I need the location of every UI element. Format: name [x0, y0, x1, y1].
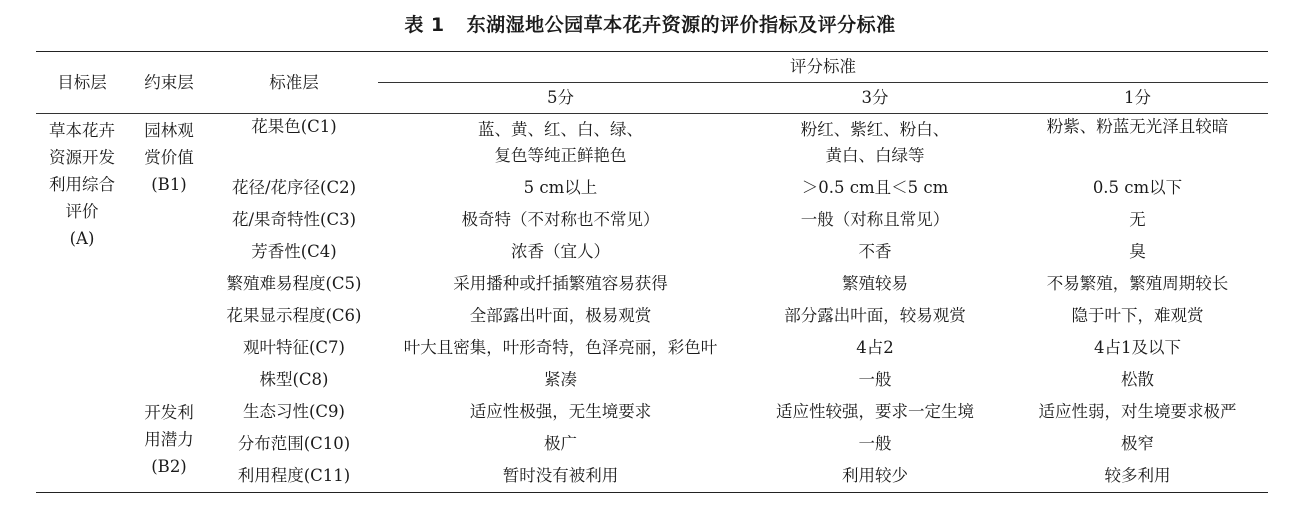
table-row	[36, 172, 1268, 204]
table-row	[36, 332, 1268, 364]
score-1-cell: 粉紫、粉蓝无光泽且较暗	[1046, 117, 1229, 136]
goal-cell: 草本花卉 资源开发 利用综合 评价 (A)	[49, 121, 115, 248]
criterion-cell: 花果显示程度(C6)	[226, 306, 362, 325]
score-5-cell: 叶大且密集，叶形奇特，色泽亮丽，彩色叶	[403, 338, 718, 357]
score-1-cell: 隐于叶下，难观赏	[1071, 306, 1204, 325]
score-5-cell: 蓝、黄、红、白、绿、 复色等纯正鲜艳色	[478, 120, 643, 165]
criterion-cell: 花径/花序径(C2)	[231, 178, 357, 197]
header-goal-layer: 目标层	[36, 52, 128, 114]
score-1-cell: 不易繁殖，繁殖周期较长	[1046, 274, 1229, 293]
table-row	[36, 460, 1268, 493]
score-1-cell: 无	[1129, 210, 1146, 229]
criterion-cell: 株型(C8)	[259, 370, 329, 389]
score-3-cell: 一般	[858, 370, 892, 389]
score-5-cell: 全部露出叶面，极易观赏	[469, 306, 652, 325]
table-row	[36, 300, 1268, 332]
score-3-cell: ＞0.5 cm且＜5 cm	[801, 178, 949, 197]
header-score-1: 1分	[1007, 83, 1268, 114]
score-3-cell: 适应性较强，要求一定生境	[776, 402, 974, 421]
score-3-cell: 部分露出叶面，较易观赏	[784, 306, 966, 325]
table-row	[36, 428, 1268, 460]
header-score-3: 3分	[743, 83, 1007, 114]
header-criterion-layer: 标准层	[210, 52, 378, 114]
score-3-cell: 粉红、紫红、粉白、 黄白、白绿等	[800, 120, 950, 165]
score-5-cell: 采用播种或扦插繁殖容易获得	[453, 274, 668, 293]
criterion-cell: 分布范围(C10)	[237, 434, 351, 453]
table-row	[36, 204, 1268, 236]
score-5-cell: 紧凑	[544, 370, 577, 389]
score-5-cell: 5 cm以上	[523, 178, 598, 197]
score-1-cell: 较多利用	[1104, 466, 1171, 485]
header-score-5: 5分	[378, 83, 743, 114]
score-3-cell: 一般	[858, 434, 892, 453]
score-5-cell: 极奇特（不对称也不常见）	[461, 210, 660, 229]
table-row	[36, 364, 1268, 396]
score-3-cell: 4占2	[856, 338, 894, 357]
criterion-cell: 利用程度(C11)	[237, 466, 351, 485]
table-caption	[0, 10, 1300, 37]
score-1-cell: 极窄	[1121, 434, 1154, 453]
criterion-cell: 观叶特征(C7)	[243, 338, 345, 357]
table-row	[36, 268, 1268, 300]
score-5-cell: 极广	[544, 434, 577, 453]
table-title: 东湖湿地公园草本花卉资源的评价指标及评分标准	[466, 14, 896, 36]
criterion-cell: 花/果奇特性(C3)	[231, 210, 357, 229]
evaluation-table	[36, 51, 1268, 493]
score-1-cell: 适应性弱，对生境要求极严	[1038, 402, 1237, 421]
score-5-cell: 浓香（宜人）	[511, 242, 610, 261]
header-scoring-standard: 评分标准	[790, 57, 856, 76]
table-number: 表 1	[404, 14, 445, 36]
table-row	[36, 114, 1268, 173]
header-row-1	[36, 52, 1268, 83]
score-3-cell: 不香	[858, 242, 892, 261]
score-5-cell: 暂时没有被利用	[502, 466, 619, 485]
score-1-cell: 0.5 cm以下	[1092, 178, 1183, 197]
score-3-cell: 繁殖较易	[842, 274, 908, 293]
score-1-cell: 臭	[1129, 242, 1146, 261]
criterion-cell: 花果色(C1)	[251, 117, 337, 136]
score-1-cell: 4占1及以下	[1094, 338, 1181, 357]
constraint-cell-b2: 开发利 用潜力 (B2)	[144, 403, 194, 476]
constraint-cell-b1: 园林观 赏价值 (B1)	[144, 121, 194, 194]
table-row	[36, 236, 1268, 268]
criterion-cell: 生态习性(C9)	[243, 402, 345, 421]
score-5-cell: 适应性极强，无生境要求	[469, 402, 652, 421]
score-1-cell: 松散	[1121, 370, 1154, 389]
criterion-cell: 芳香性(C4)	[251, 242, 337, 261]
score-3-cell: 利用较少	[842, 466, 908, 485]
score-3-cell: 一般（对称且常见）	[800, 210, 950, 229]
criterion-cell: 繁殖难易程度(C5)	[226, 274, 362, 293]
table-row	[36, 396, 1268, 428]
header-constraint-layer: 约束层	[128, 52, 210, 114]
